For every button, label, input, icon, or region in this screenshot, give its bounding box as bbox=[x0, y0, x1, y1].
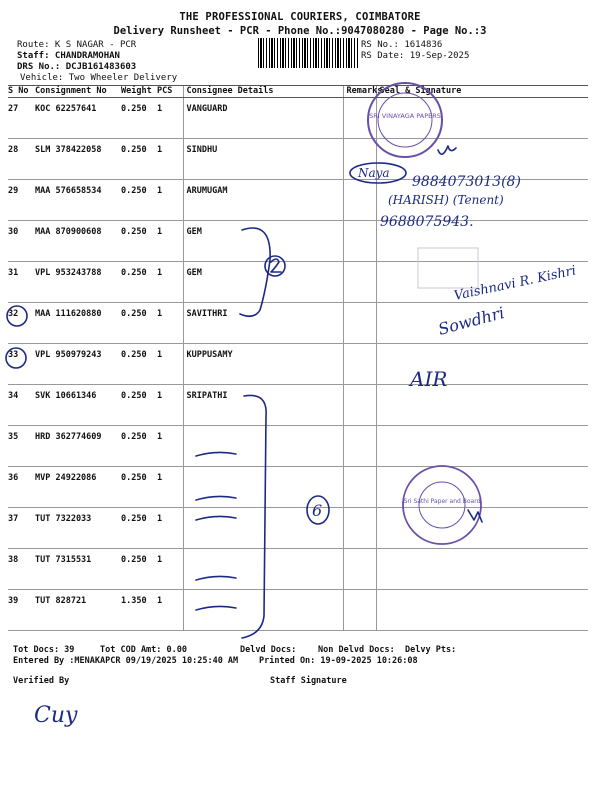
weight: 0.250 bbox=[121, 180, 157, 221]
handwriting-phone-2: 9688075943. bbox=[380, 214, 474, 230]
faint-stamp bbox=[418, 248, 478, 288]
pcs: 1 bbox=[157, 262, 183, 303]
consignee: GEM bbox=[183, 262, 343, 303]
col-consignment: Consignment No bbox=[35, 86, 121, 98]
pcs: 1 bbox=[157, 508, 183, 549]
weight: 0.250 bbox=[121, 549, 157, 590]
consignment-no: MAA 576658534 bbox=[35, 180, 121, 221]
col-consignee: Consignee Details bbox=[183, 86, 343, 98]
printed-on: Printed On: 19-09-2025 10:26:08 bbox=[259, 656, 418, 666]
pcs: 1 bbox=[157, 139, 183, 180]
count-digit-2 bbox=[271, 259, 281, 272]
pcs: 1 bbox=[157, 467, 183, 508]
pcs: 1 bbox=[157, 426, 183, 467]
pcs: 1 bbox=[157, 549, 183, 590]
col-remarks: Remarks bbox=[343, 86, 376, 98]
weight: 0.250 bbox=[121, 426, 157, 467]
sno: 35 bbox=[8, 426, 35, 467]
stamp-1-text: SRI VINAYAGA PAPERS bbox=[369, 112, 441, 120]
consignee: SINDHU bbox=[183, 139, 343, 180]
rs-date: RS Date: 19-Sep-2025 bbox=[361, 51, 470, 61]
sno: 38 bbox=[8, 549, 35, 590]
seal-stamp-2 bbox=[403, 466, 481, 544]
weight: 0.250 bbox=[121, 221, 157, 262]
total-cod-amount: Tot COD Amt: 0.00 bbox=[100, 645, 187, 655]
weight: 0.250 bbox=[121, 467, 157, 508]
weight: 1.350 bbox=[121, 590, 157, 631]
weight: 0.250 bbox=[121, 98, 157, 139]
weight: 0.250 bbox=[121, 385, 157, 426]
handwriting-harish: (HARISH) (Tenent) bbox=[388, 193, 504, 207]
staff-label: Staff: CHANDRAMOHAN bbox=[17, 51, 120, 61]
pcs: 1 bbox=[157, 221, 183, 262]
sno: 33 bbox=[8, 344, 35, 385]
weight: 0.250 bbox=[121, 303, 157, 344]
consignee: GEM bbox=[183, 221, 343, 262]
handwriting-count-6: 6 bbox=[312, 501, 323, 520]
consignment-no: KOC 62257641 bbox=[35, 98, 121, 139]
non-delivered-docs: Non Delvd Docs: bbox=[318, 645, 395, 655]
pcs: 1 bbox=[157, 98, 183, 139]
dash-39 bbox=[196, 606, 236, 610]
col-seal-signature: Seal & Signature bbox=[376, 86, 588, 98]
consignment-no: TUT 7315531 bbox=[35, 549, 121, 590]
delivered-docs: Delvd Docs: bbox=[240, 645, 297, 655]
drs-number: DRS No.: DCJB161483603 bbox=[17, 62, 137, 72]
bracket-bottom bbox=[242, 395, 266, 638]
col-sno: S No bbox=[8, 86, 35, 98]
pcs: 1 bbox=[157, 303, 183, 344]
handwriting-row31-sign: Vaishnavi R. Kishri bbox=[452, 263, 578, 304]
sno-33-circle-mark bbox=[6, 348, 26, 368]
sno: 28 bbox=[8, 139, 35, 180]
handwriting-air: AIR bbox=[410, 367, 448, 391]
company-title: THE PROFESSIONAL COURIERS, COIMBATORE bbox=[179, 11, 421, 23]
pcs: 1 bbox=[157, 385, 183, 426]
handwriting-phone-1: 9884073013(8) bbox=[412, 174, 521, 190]
stamp-2-text: Sri Sathi Paper and Board bbox=[403, 498, 481, 505]
consignment-no: TUT 7322033 bbox=[35, 508, 121, 549]
consignment-no: MAA 870900608 bbox=[35, 221, 121, 262]
sno: 30 bbox=[8, 221, 35, 262]
sno-32-circle-mark bbox=[7, 306, 27, 326]
weight: 0.250 bbox=[121, 508, 157, 549]
bracket-gem bbox=[240, 228, 270, 316]
consignment-no: MVP 24922086 bbox=[35, 467, 121, 508]
verified-by-label: Verified By bbox=[13, 676, 70, 686]
sno: 39 bbox=[8, 590, 35, 631]
seal-stamp-1 bbox=[368, 83, 442, 157]
consignee: KUPPUSAMY bbox=[183, 344, 343, 385]
dash-35 bbox=[196, 452, 236, 456]
consignee: ARUMUGAM bbox=[183, 180, 343, 221]
entered-by: Entered By :MENAKAPCR 09/19/2025 10:25:40 AM bbox=[13, 656, 239, 666]
rs-number: RS No.: 1614836 bbox=[361, 40, 443, 50]
weight: 0.250 bbox=[121, 262, 157, 303]
weight: 0.250 bbox=[121, 139, 157, 180]
consignment-no: SLM 378422058 bbox=[35, 139, 121, 180]
pcs: 1 bbox=[157, 344, 183, 385]
handwriting-row32-sign: Sowdhri bbox=[436, 303, 507, 339]
sno: 32 bbox=[8, 303, 35, 344]
sno: 37 bbox=[8, 508, 35, 549]
staff-signature-label: Staff Signature bbox=[270, 676, 347, 686]
verified-signature: Cuy bbox=[34, 703, 78, 728]
consignment-no: MAA 111620880 bbox=[35, 303, 121, 344]
consignee: VANGUARD bbox=[183, 98, 343, 139]
consignment-no: SVK 10661346 bbox=[35, 385, 121, 426]
pcs: 1 bbox=[157, 180, 183, 221]
pcs: 1 bbox=[157, 590, 183, 631]
delivery-points: Delvy Pts: bbox=[405, 645, 457, 655]
signature-scribble bbox=[438, 146, 456, 154]
sno: 34 bbox=[8, 385, 35, 426]
consignment-no: VPL 953243788 bbox=[35, 262, 121, 303]
col-pcs: PCS bbox=[157, 86, 183, 98]
dash-36 bbox=[196, 496, 236, 500]
dash-37 bbox=[196, 516, 236, 520]
col-weight: Weight bbox=[121, 86, 157, 98]
sno: 29 bbox=[8, 180, 35, 221]
route-label: Route: K S NAGAR - PCR bbox=[17, 40, 137, 50]
consignee: SAVITHRI bbox=[183, 303, 343, 344]
sno: 31 bbox=[8, 262, 35, 303]
sno: 36 bbox=[8, 467, 35, 508]
sno: 27 bbox=[8, 98, 35, 139]
weight: 0.250 bbox=[121, 344, 157, 385]
handwriting-naya: Naya bbox=[358, 166, 390, 180]
consignment-no: HRD 362774609 bbox=[35, 426, 121, 467]
consignment-no: VPL 950979243 bbox=[35, 344, 121, 385]
runsheet-subtitle: Delivery Runsheet - PCR - Phone No.:9047080280 - Page No.:3 bbox=[113, 25, 487, 37]
vehicle-label: Vehicle: Two Wheeler Delivery bbox=[20, 73, 178, 83]
consignment-no: TUT 828721 bbox=[35, 590, 121, 631]
consignee: SRIPATHI bbox=[183, 385, 343, 426]
dash-38 bbox=[196, 576, 236, 580]
total-docs: Tot Docs: 39 bbox=[13, 645, 75, 655]
